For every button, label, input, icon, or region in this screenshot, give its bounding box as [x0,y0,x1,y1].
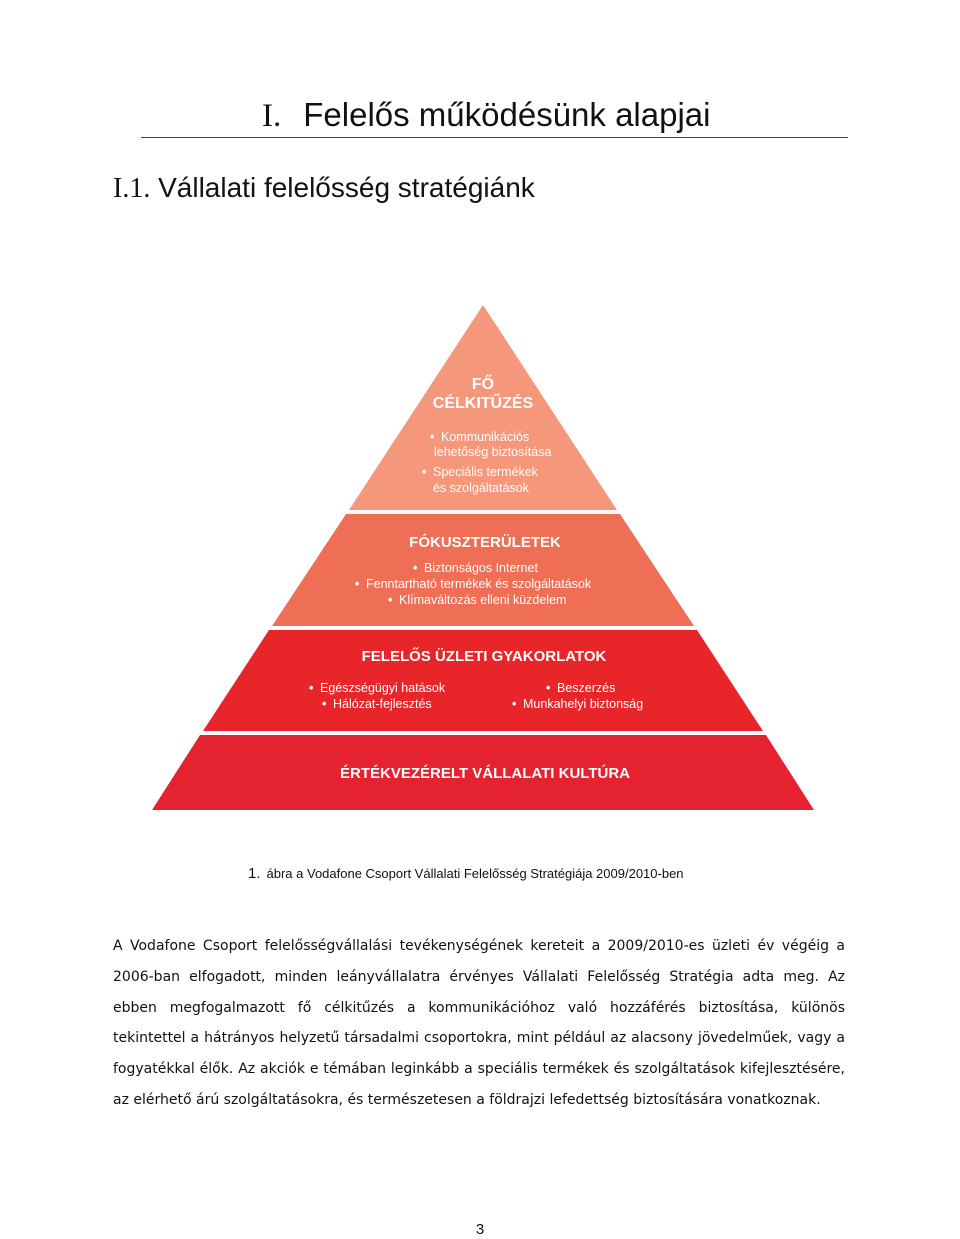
pyramid-layer-business-practices [203,630,763,731]
main-goal-title-1: FŐ [471,376,495,393]
focus-bullet-2: Fenntartható termékek és szolgáltatások [366,577,592,591]
practices-left-1: Egészségügyi hatások [320,681,446,695]
practices-left-dot-2: • [322,697,327,711]
main-goal-title-2: CÉLKITŰZÉS [432,395,534,412]
chapter-number: I. [262,98,282,134]
section-number: I.1. [113,173,151,204]
section-title: Vállalati felelősség stratégiánk [158,172,535,203]
main-goal-bullet-1a: Kommunikációs [441,430,530,444]
focus-bullet-dot-3: • [388,593,393,607]
main-goal-bullet-1b: lehetőség biztosítása [434,445,552,459]
practices-right-dot-2: • [512,697,517,711]
practices-left-2: Hálózat-fejlesztés [333,697,432,711]
main-goal-bullet-dot-2: • [422,465,427,479]
focus-bullet-dot-2: • [355,577,360,591]
practices-left-dot-1: • [309,681,314,695]
focus-bullet-3: Klímaváltozás elleni küzdelem [399,593,567,607]
body-paragraph: A Vodafone Csoport felelősségvállalási tevékenységének kereteit a 2009/2010-es üzleti év végéig a 2006-ban elfogadott, minden leányvállalatra érvényes Vállalati Felelősség Stratégia adta meg. Az ebben megfogalmazott fő célkitűzés a kommunikációhoz való hozzáférés biztosítása, különös tekintettel a hátrányos helyzetű társadalmi csoportokra, mint például az alacsony jövedelműek, vagy a fogyatékkal élők. Az akciók e témában leginkább a speciális termékek és szolgáltatások kifejlesztésére, az elérhető árú szolgáltatásokra, és természetesen a földrajzi lefedettség biztosítására vonatkoznak. [113,938,845,1108]
figure-caption [248,865,684,882]
page-number: 3 [475,1221,485,1238]
focus-bullet-dot-1: • [413,561,418,575]
figure-number: 1. [248,865,261,882]
practices-right-dot-1: • [546,681,551,695]
focus-bullet-1: Biztonságos Internet [424,561,538,575]
main-goal-bullet-2b: és szolgáltatások [433,481,529,495]
figure-caption-text: ábra a Vodafone Csoport Vállalati Felelősség Stratégiája 2009/2010-ben [266,866,684,881]
business-practices-title: FELELŐS ÜZLETI GYAKORLATOK [361,648,607,665]
culture-title: ÉRTÉKVEZÉRELT VÁLLALATI KULTÚRA [340,765,630,782]
main-goal-bullet-dot-1: • [430,430,435,444]
chapter-title: Felelős működésünk alapjai [303,96,711,133]
focus-areas-title: FÓKUSZTERÜLETEK [409,534,561,551]
main-goal-bullet-2a: Speciális termékek [433,465,538,479]
practices-right-1: Beszerzés [557,681,616,695]
practices-right-2: Munkahelyi biztonság [523,697,644,711]
